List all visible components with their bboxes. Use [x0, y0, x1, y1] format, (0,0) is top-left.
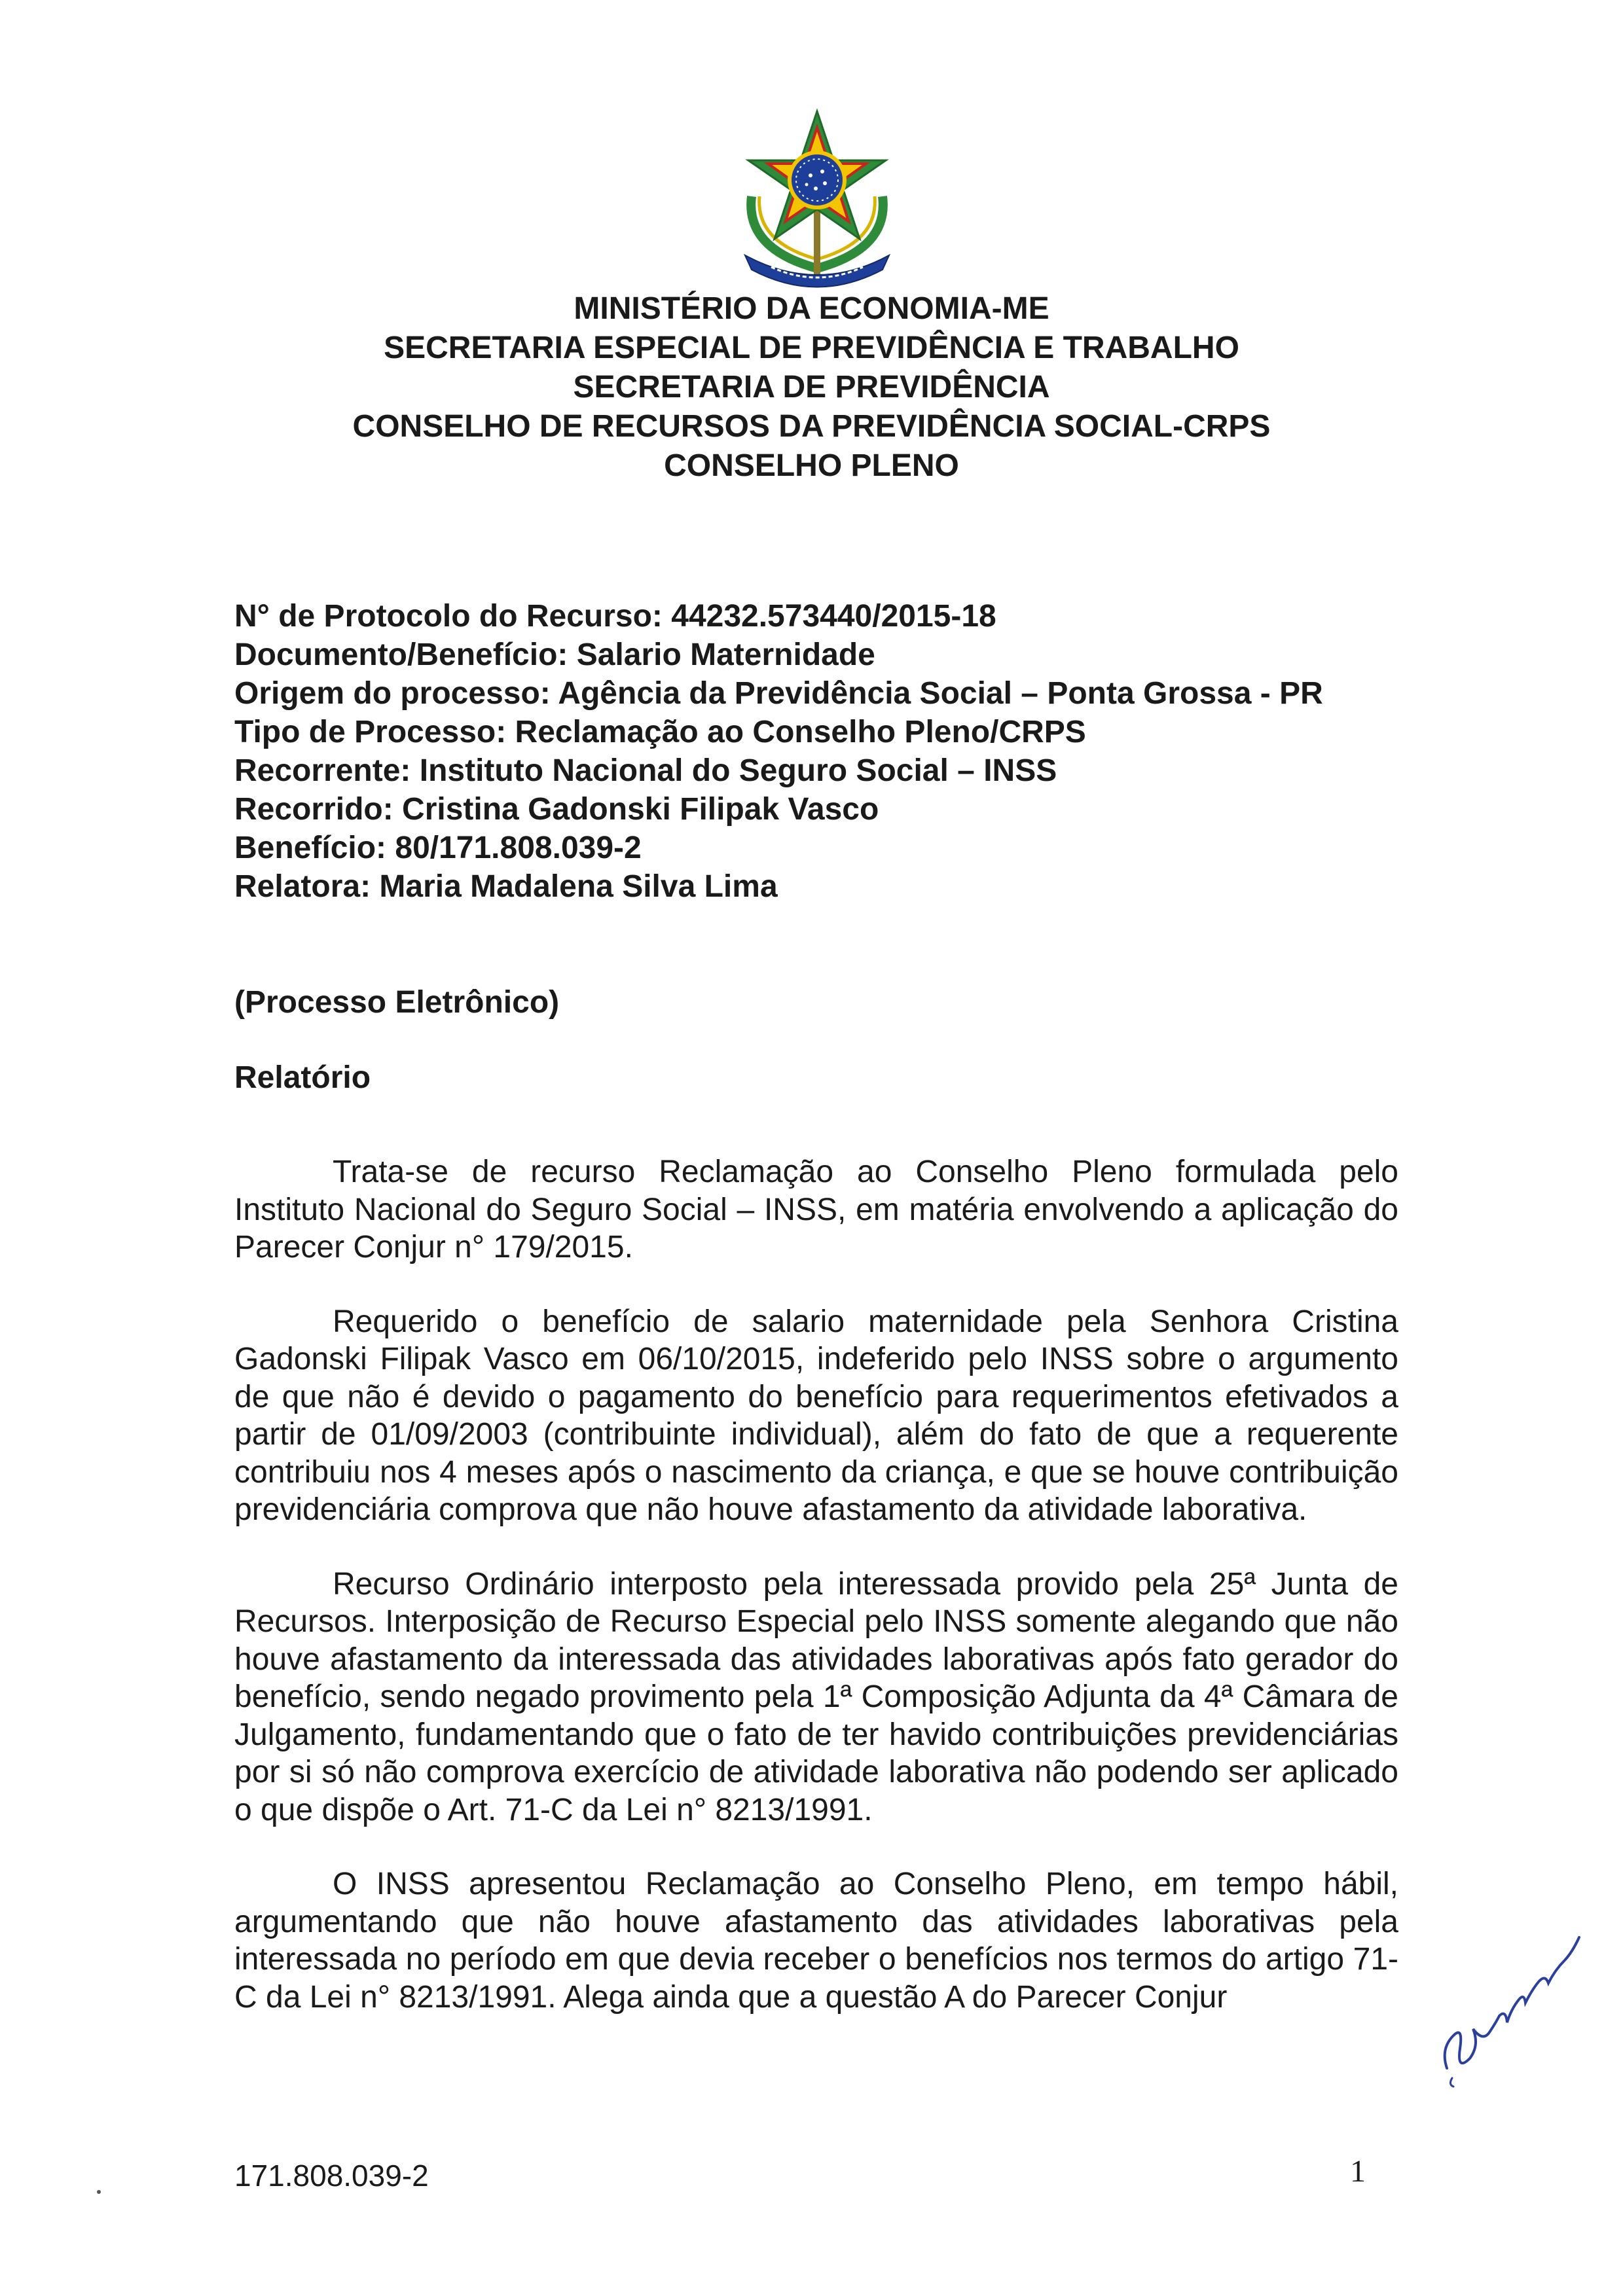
case-info: [234, 597, 1478, 906]
report-body: [234, 1153, 1398, 2053]
header-ministry: MINISTÉRIO DA ECONOMIA-ME: [574, 291, 1049, 326]
paragraph: O INSS apresentou Reclamação ao Conselho Pleno, em tempo hábil, argumentando que não houve afastamento das atividades laborativas pela interessada no período em que devia receber o benefícios nos termos do artigo 71-C da Lei n° 8213/1991. Alega ainda que a questão A do Parecer Conjur: [234, 1867, 1398, 2015]
paragraph: Trata-se de recurso Reclamação ao Conselho Pleno formulada pelo Instituto Nacional do Seguro Social – INSS, em matéria envolvendo a aplicação do Parecer Conjur n° 179/2015.: [234, 1155, 1398, 1265]
process-origin: Origem do processo: Agência da Previdência Social – Ponta Grossa - PR: [234, 676, 1323, 711]
header-special-secretariat: SECRETARIA ESPECIAL DE PREVIDÊNCIA E TRABALHO: [384, 331, 1239, 365]
benefit-number: Benefício: 80/171.808.039-2: [234, 831, 642, 865]
scan-speck: [97, 2190, 101, 2194]
handwritten-signature-icon: [1434, 1918, 1584, 2088]
signature: [1434, 1918, 1584, 2088]
header-secretariat: SECRETARIA DE PREVIDÊNCIA: [573, 370, 1050, 404]
header-plenary: CONSELHO PLENO: [664, 448, 959, 483]
document-benefit: Documento/Benefício: Salario Maternidade: [234, 637, 875, 672]
header-council: CONSELHO DE RECURSOS DA PREVIDÊNCIA SOCIAL-CRPS: [352, 409, 1271, 444]
coat-of-arms-seal: [725, 98, 909, 288]
electronic-process-label: (Processo Eletrônico): [234, 985, 560, 1020]
page-number: 1: [1350, 2154, 1366, 2189]
document-header: [0, 289, 1623, 486]
rapporteur: Relatora: Maria Madalena Silva Lima: [234, 869, 778, 904]
paragraph: Requerido o benefício de salario maternidade pela Senhora Cristina Gadonski Filipak Vasco em 06/10/2015, indeferido pelo INSS sobre o argumento de que não é devido o pagamento do benefício para requerimentos efetivados a partir de 01/09/2003 (contribuinte individual), além do fato de que a requerente contribuiu nos 4 meses após o nascimento da criança, e que se houve contribuição previdenciária comprova que não houve afastamento da atividade laborativa.: [234, 1304, 1398, 1527]
appellant: Recorrente: Instituto Nacional do Seguro Social – INSS: [234, 753, 1057, 788]
appellee: Recorrido: Cristina Gadonski Filipak Vasco: [234, 792, 879, 827]
footer-benefit-number: 171.808.039-2: [234, 2159, 429, 2193]
protocol-number: N° de Protocolo do Recurso: 44232.573440/2015-18: [234, 599, 996, 634]
paragraph: Recurso Ordinário interposto pela interessada provido pela 25ª Junta de Recursos. Interposição de Recurso Especial pelo INSS somente alegando que não houve afastamento da interessada das atividades laborativas após fato gerador do benefício, sendo negado provimento pela 1ª Composição Adjunta da 4ª Câmara de Julgamento, fundamentando que o fato de ter havido contribuições previdenciárias por si só não comprova exercício de atividade laborativa não podendo ser aplicado o que dispõe o Art. 71-C da Lei n° 8213/1991.: [234, 1566, 1398, 1827]
brazil-coat-of-arms-icon: [725, 98, 909, 288]
process-type: Tipo de Processo: Reclamação ao Conselho Pleno/CRPS: [234, 715, 1086, 749]
section-title: Relatório: [234, 1060, 371, 1095]
